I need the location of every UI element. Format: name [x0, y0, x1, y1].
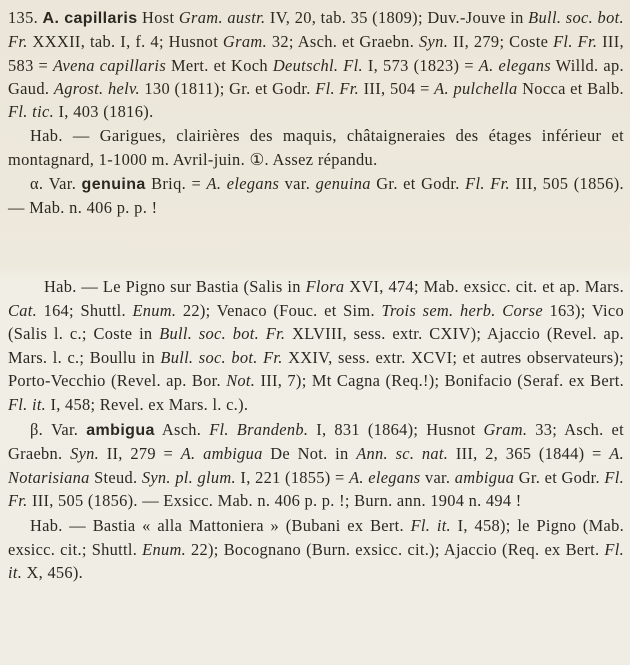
text-run: III, 583 = — [8, 32, 624, 75]
italic-ref: Deutschl. Fl. — [272, 55, 363, 75]
entry-135-vars-block — [8, 275, 624, 585]
entry-135-refs — [8, 6, 624, 123]
text-run: Hab. — Bastia « alla Mattoniera » (Bubani ex Bert. — [30, 515, 411, 535]
italic-ref: ambigua — [454, 467, 515, 487]
italic-ref: Avena capillaris — [53, 55, 167, 75]
text-run: III, 505 (1856). — Exsicc. Mab. n. 406 p. p. !; Burn. ann. 1904 n. 494 ! — [27, 491, 522, 511]
text-run: II, 279; Coste — [448, 32, 554, 52]
var-alpha-habitat — [8, 275, 624, 417]
text-run: Var. — [48, 174, 82, 194]
text-run: Hab. — Le Pigno sur Bastia (Salis in — [44, 277, 306, 296]
italic-ref: A. Notarisiana — [8, 444, 624, 487]
italic-ref: Fl. Fr. — [8, 467, 624, 511]
italic-ref: Not. — [226, 371, 256, 391]
text-run: Host — [142, 8, 179, 27]
text-run: XXIV, sess. extr. XCVI; et autres observateurs); Porto-Vecchio (Revel. ap. Bor. — [8, 347, 624, 391]
text-run: I, 221 (1855) = — [235, 467, 350, 487]
italic-ref: A. pulchella — [434, 78, 518, 98]
var-beta-habitat — [8, 514, 624, 585]
var-alpha-header — [8, 172, 624, 220]
text-run: Gr. et Godr. — [514, 467, 605, 487]
italic-ref: Gram. austr. — [178, 8, 266, 27]
italic-ref: Bull. soc. bot. Fr. — [8, 8, 624, 52]
text-run: Gr. et Godr. — [370, 174, 466, 194]
italic-ref: A. elegans — [206, 174, 280, 194]
italic-ref: Fl. Brandenb. — [209, 419, 309, 439]
text-run: III, 2, 365 (1844) = — [448, 444, 610, 464]
italic-ref: Fl. Fr. — [315, 78, 360, 98]
text-run: Var. — [51, 419, 87, 439]
text-run: Mert. et Koch — [166, 55, 273, 75]
variety-name: genuina — [81, 176, 146, 194]
text-run: Steud. — [89, 467, 142, 487]
italic-ref: Fl. it. — [8, 394, 47, 414]
text-run: var. — [279, 174, 316, 194]
text-run: 163); Vico (Salis l. c.; Coste in — [8, 300, 624, 344]
text-run: III, 504 = — [359, 78, 435, 98]
var-alpha-marker: α. — [30, 174, 44, 194]
species-name: A. capillaris — [42, 10, 138, 27]
text-run: Willd. ap. Gaud. — [8, 55, 624, 98]
italic-ref: A. elegans — [349, 467, 421, 487]
text-run: X, 456). — [22, 563, 84, 583]
italic-ref: Ann. sc. nat. — [356, 444, 449, 464]
italic-ref: Fl. it. — [8, 539, 624, 583]
text-run: 22); Bocognano (Burn. exsicc. cit.); Ajaccio (Req. ex Bert. — [186, 539, 605, 559]
italic-ref: Fl. Fr. — [553, 32, 598, 52]
text-run: 22); Venaco (Fouc. et Sim. — [176, 300, 382, 320]
italic-ref: Enum. — [132, 300, 177, 320]
italic-ref: Syn. — [70, 444, 100, 464]
italic-ref: Trois sem. herb. Corse — [381, 300, 543, 320]
text-run: II, 279 = — [99, 444, 181, 464]
text-run: XXXII, tab. I, f. 4; Husnot — [27, 32, 223, 52]
italic-ref: Syn. — [418, 32, 449, 52]
text-run: Nocca et Balb. — [517, 78, 624, 98]
text-run: 164; Shuttl. — [36, 300, 133, 320]
text-run: III, 7); Mt Cagna (Req.!); Bonifacio (Seraf. ex Bert. — [255, 371, 624, 391]
text-run: 32; Asch. et Graebn. — [267, 32, 419, 52]
var-alpha-citations — [8, 174, 624, 217]
italic-ref: Syn. pl. glum. — [141, 467, 236, 487]
text-run: 33; Asch. et Graebn. — [8, 419, 624, 464]
italic-ref: Cat. — [8, 300, 37, 320]
italic-ref: Enum. — [142, 539, 187, 559]
variety-name: ambigua — [86, 421, 155, 439]
var-beta-citations — [8, 420, 624, 511]
var-beta-marker: β. — [30, 419, 44, 439]
italic-ref: A. elegans — [478, 55, 551, 75]
text-run: 130 (1811); Gr. et Godr. — [139, 78, 316, 98]
italic-ref: Bull. soc. bot. Fr. — [160, 347, 283, 367]
italic-ref: Flora — [305, 277, 345, 296]
text-run: I, 458); le Pigno (Mab. exsicc. cit.; Shuttl. — [8, 515, 624, 559]
text-run: I, 403 (1816). — [54, 102, 154, 122]
entry-number: 135. — [8, 8, 39, 27]
text-run: Asch. — [154, 419, 210, 439]
text-run: I, 831 (1864); Husnot — [308, 419, 484, 439]
text-run: De Not. in — [262, 444, 357, 464]
entry-135-habitat: Hab. — Garigues, clairières des maquis, châtaigneraies des étages inférieur et montagnard, 1-1000 m. Avril-juin. ①. Assez répandu. — [8, 126, 624, 169]
italic-ref: Agrost. helv. — [53, 78, 140, 98]
italic-ref: Fl. it. — [410, 515, 451, 535]
text-run: XLVIII, sess. extr. CXIV); Ajaccio (Revel. ap. Mars. l. c.; Boullu in — [8, 324, 624, 367]
italic-ref: Bull. soc. bot. Fr. — [159, 324, 286, 344]
entry-135-block — [8, 6, 624, 220]
italic-ref: Gram. — [483, 419, 528, 439]
italic-ref: Fl. Fr. — [465, 174, 510, 194]
var-beta-header — [8, 418, 624, 513]
italic-ref: Fl. tic. — [8, 102, 55, 122]
text-run: I, 458; Revel. ex Mars. l. c.). — [46, 394, 249, 414]
text-run: var. — [420, 467, 455, 487]
text-run: Briq. = — [145, 174, 207, 194]
text-run: III, 505 (1856). — Mab. n. 406 p. p. ! — [8, 174, 624, 218]
text-run: I, 573 (1823) = — [362, 55, 479, 75]
italic-ref: genuina — [315, 174, 371, 194]
italic-ref: A. ambigua — [180, 444, 263, 464]
italic-ref: Gram. — [222, 32, 268, 52]
text-run: XVI, 474; Mab. exsicc. cit. et ap. Mars. — [344, 277, 624, 296]
text-run: IV, 20, tab. 35 (1809); Duv.-Jouve in — [265, 8, 529, 27]
